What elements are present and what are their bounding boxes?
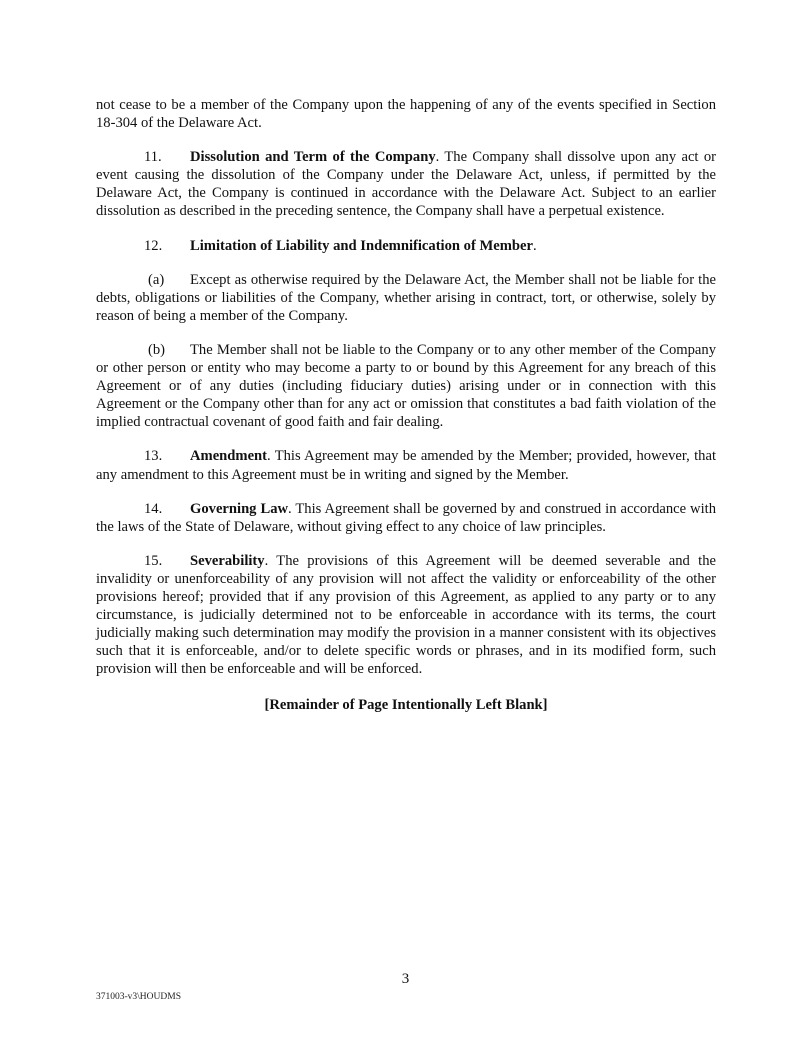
section-number: 13. — [144, 448, 163, 465]
subsection-label: (a) — [148, 271, 165, 288]
section-12b — [96, 341, 716, 431]
section-number: 15. — [144, 552, 163, 569]
section-14 — [96, 500, 716, 536]
section-body: . This Agreement shall be governed by and construed in accordance with the laws of the State of Delaware, without giving effect to any choice of law principles. — [96, 500, 717, 535]
section-11 — [96, 148, 716, 220]
section-heading: Limitation of Liability and Indemnification of Member — [190, 237, 533, 254]
section-number: 12. — [144, 237, 163, 254]
section-heading: Governing Law — [190, 500, 289, 517]
subsection-label: (b) — [148, 341, 166, 358]
section-body: . The provisions of this Agreement will be deemed severable and the invalidity or unenforceability of any provision will not affect the validity or enforceability of the other provisions hereof; provided that if any provision of this Agreement, as applied to any party or to any circumstance, is judicially determined not to be enforceable in accordance with its terms, the court judicially making such determination may modify the provision in a manner consistent with its objectives such that it is enforceable, and/or to delete specific words or phrases, and in its modified form, such provision will then be enforceable and will be enforced. — [96, 552, 716, 678]
page-number: 3 — [401, 971, 410, 987]
section-number: 11. — [144, 149, 162, 166]
section-body: . The Company shall dissolve upon any act or event causing the dissolution of the Company under the Delaware Act, unless, if permitted by the Delaware Act, the Company is continued in accordance with the Delaware Act. Subject to an earlier dissolution as described in the preceding sentence, the Company shall have a perpetual existence. — [96, 149, 716, 220]
section-heading: Severability — [190, 552, 265, 569]
section-number: 14. — [144, 500, 163, 517]
section-13 — [96, 447, 716, 483]
document-page — [96, 96, 716, 729]
footer-doc-id: 371003-v3\HOUDMS — [96, 992, 181, 1002]
subsection-body: Except as otherwise required by the Delaware Act, the Member shall not be liable for the debts, obligations or liabilities of the Company, whether arising in contract, tort, or otherwise, solely by reason of being a member of the Company. — [96, 271, 716, 324]
section-body: . — [532, 237, 537, 254]
subsection-body: The Member shall not be liable to the Company or to any other member of the Company or other person or entity who may become a party to or bound by this Agreement for any breach of this Agreement or of any duties (including fiduciary duties) arising under or in connection with this Agreement or the Company other than for any act or omission that constitutes a bad faith violation of the implied contractual covenant of good faith and fair dealing. — [96, 341, 716, 431]
section-body: . This Agreement may be amended by the Member; provided, however, that any amendment to this Agreement must be in writing and signed by the Member. — [96, 448, 716, 483]
section-12 — [96, 237, 716, 255]
section-heading: Dissolution and Term of the Company — [190, 149, 436, 166]
section-12a — [96, 271, 716, 325]
intro-paragraph: not cease to be a member of the Company upon the happening of any of the events specified in Section 18-304 of the Delaware Act. — [96, 97, 716, 132]
section-heading: Amendment — [190, 448, 268, 465]
section-15 — [96, 552, 716, 679]
remainder-note: [Remainder of Page Intentionally Left Blank] — [264, 697, 548, 714]
